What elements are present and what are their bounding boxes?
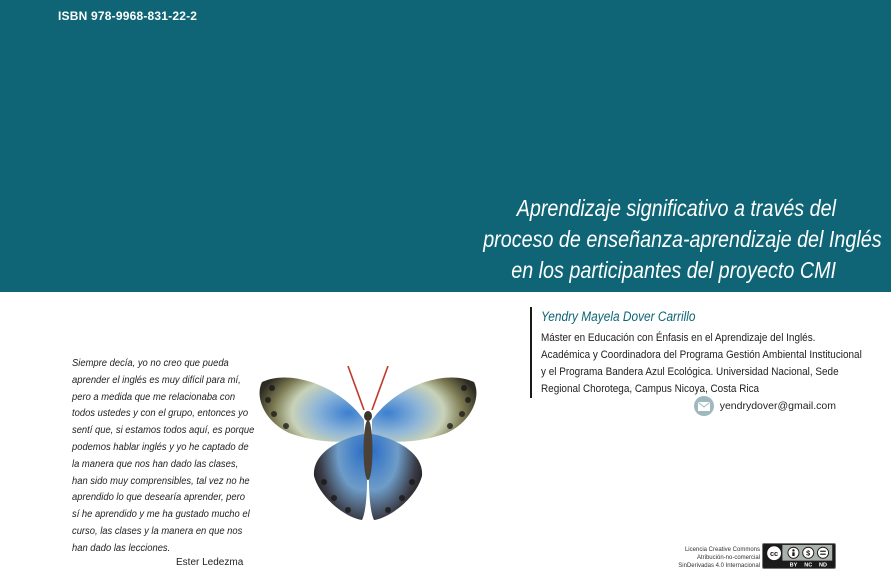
title-line: en los participantes del proyecto CMI bbox=[511, 257, 836, 283]
license-line: Licencia Creative Commons bbox=[684, 547, 760, 553]
license-line: Atribución-no-comercial bbox=[696, 555, 760, 561]
quote-line: pero a medida que me relacionaba con bbox=[72, 391, 236, 403]
title-line: Aprendizaje significativo a través del bbox=[516, 195, 836, 221]
badge-label-nd: ND bbox=[819, 562, 827, 569]
quote-line: han sido muy comprensibles, tal vez no he bbox=[72, 475, 250, 487]
by-icon bbox=[788, 547, 799, 558]
badge-label-nc: NC bbox=[804, 562, 813, 569]
author-name: Yendry Mayela Dover Carrillo bbox=[541, 309, 696, 324]
email-link[interactable]: yendrydover@gmail.com bbox=[719, 400, 836, 412]
bio-line: Regional Chorotega, Campus Nicoya, Costa Rica bbox=[541, 383, 760, 395]
author-bio bbox=[541, 330, 862, 398]
cc-icon bbox=[767, 546, 782, 561]
bio-line: Académica y Coordinadora del Programa Gestión Ambiental Institucional bbox=[541, 349, 862, 361]
quote-line: la manera que nos han dado las clases, bbox=[72, 458, 239, 470]
svg-text:cc: cc bbox=[769, 549, 779, 558]
isbn-label: ISBN 978-9968-831-22-2 bbox=[58, 9, 198, 23]
creative-commons-badge[interactable] bbox=[762, 543, 836, 569]
license-text bbox=[672, 546, 760, 570]
article-title bbox=[483, 193, 882, 286]
quote-line: curso, las clases y la manera en que nos bbox=[72, 525, 243, 537]
svg-text:$: $ bbox=[806, 548, 811, 558]
quote-line: Siempre decía, yo no creo que pueda bbox=[72, 358, 229, 369]
bio-line: Máster en Educación con Énfasis en el Aprendizaje del Inglés. bbox=[541, 332, 816, 344]
title-line: proceso de enseñanza-aprendizaje del Inglés bbox=[483, 226, 882, 252]
quote-line: podemos hablar inglés y yo he captado de bbox=[72, 441, 249, 453]
quote-line: aprender el inglés es muy difícil para mí, bbox=[72, 374, 241, 386]
license-line: SinDerivadas 4.0 Internacional bbox=[678, 563, 760, 569]
nd-icon bbox=[817, 547, 828, 558]
testimonial-quote bbox=[72, 356, 255, 558]
nc-icon bbox=[803, 547, 814, 558]
author-block bbox=[530, 307, 862, 398]
quote-line: todos ustedes y con el grupo, entonces yo bbox=[72, 408, 249, 420]
badge-label-by: BY bbox=[789, 562, 798, 569]
bio-line: y el Programa Bandera Azul Ecológica. Universidad Nacional, Sede bbox=[541, 366, 839, 378]
quote-line: sí he aprendido y me ha gustado mucho el bbox=[72, 509, 250, 521]
mail-icon bbox=[694, 396, 714, 416]
quote-line: sentí que, si estamos todos aquí, es porque bbox=[72, 425, 255, 437]
quote-line: han dado las lecciones. bbox=[72, 542, 171, 554]
author-email[interactable] bbox=[694, 396, 836, 416]
butterfly-image bbox=[252, 358, 484, 523]
quote-author: Ester Ledezma bbox=[176, 557, 244, 568]
quote-line: aprendido lo que desearía aprender, pero bbox=[72, 492, 245, 504]
